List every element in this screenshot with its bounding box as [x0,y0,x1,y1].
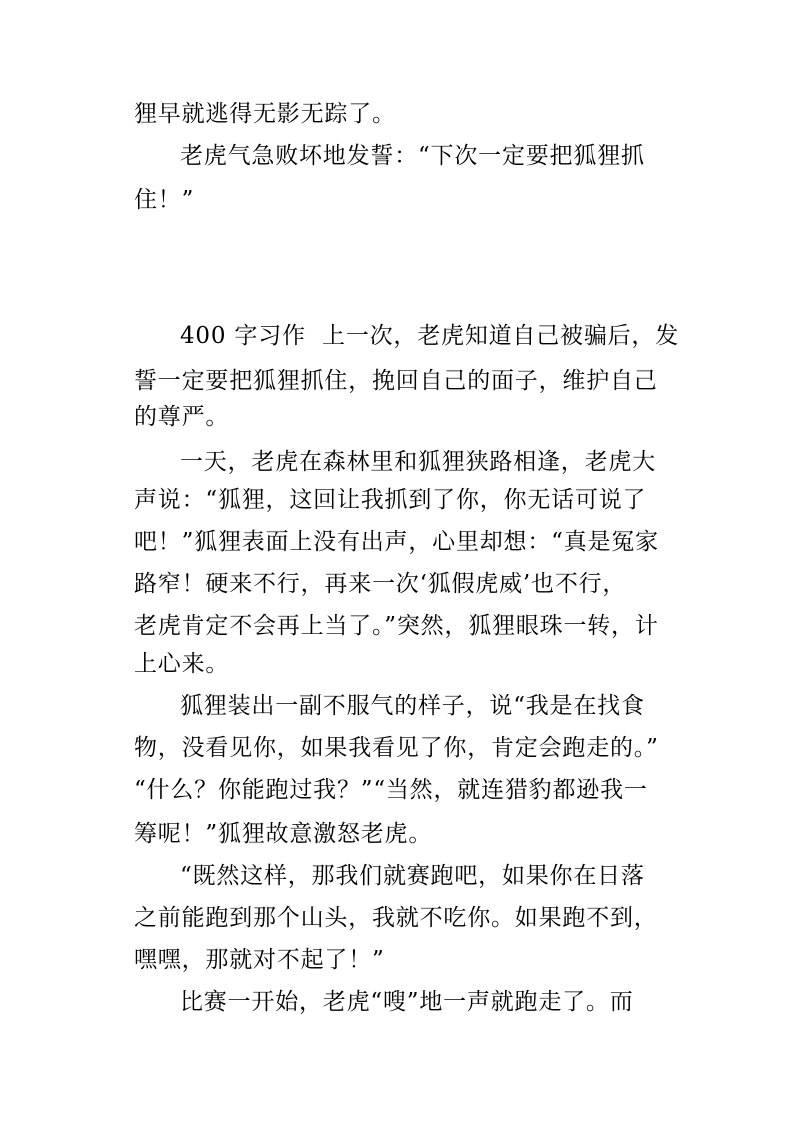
text-line: 之前能跑到那个山头，我就不吃你。如果跑不到， [134,905,658,931]
text-line: 住！” [134,187,195,213]
text-line: 誓一定要把狐狸抓住，挽回自己的面子，维护自己 [134,368,658,394]
text-line: 吧！”狐狸表面上没有出声，心里却想：“真是冤家 [134,529,659,555]
text-line: 老虎肯定不会再上当了。”突然，狐狸眼珠一转，计 [134,613,659,639]
text-line: 老虎气急败坏地发誓：“下次一定要把狐狸抓 [180,143,645,169]
text-line: 400 字习作 上一次，老虎知道自己被骗后，发 [180,323,680,349]
text-line: 声说：“狐狸，这回让我抓到了你，你无话可说了 [134,487,647,513]
text-line: 上心来。 [134,651,230,677]
text-line: 狐狸装出一副不服气的样子，说“我是在找食 [180,693,645,719]
text-line: 物，没看见你，如果我看见了你，肯定会跑走的。” [134,735,659,761]
text-line: 的尊严。 [134,404,230,430]
text-line: 筹呢！”狐狸故意激怒老虎。 [134,821,433,847]
text-line: 狸早就逃得无影无踪了。 [134,101,396,127]
text-line: 一天，老虎在森林里和狐狸狭路相逢，老虎大 [180,449,656,475]
text-line: “既然这样，那我们就赛跑吧，如果你在日落 [180,863,645,889]
text-line: 嘿嘿，那就对不起了！” [134,947,385,973]
text-line: 比赛一开始，老虎“嗖”地一声就跑走了。而 [180,989,634,1015]
text-line: 路窄！硬来不行，再来一次‘狐假虎威’也不行， [134,571,627,597]
text-line: “什么？你能跑过我？”“当然，就连猎豹都逊我一 [134,777,648,803]
